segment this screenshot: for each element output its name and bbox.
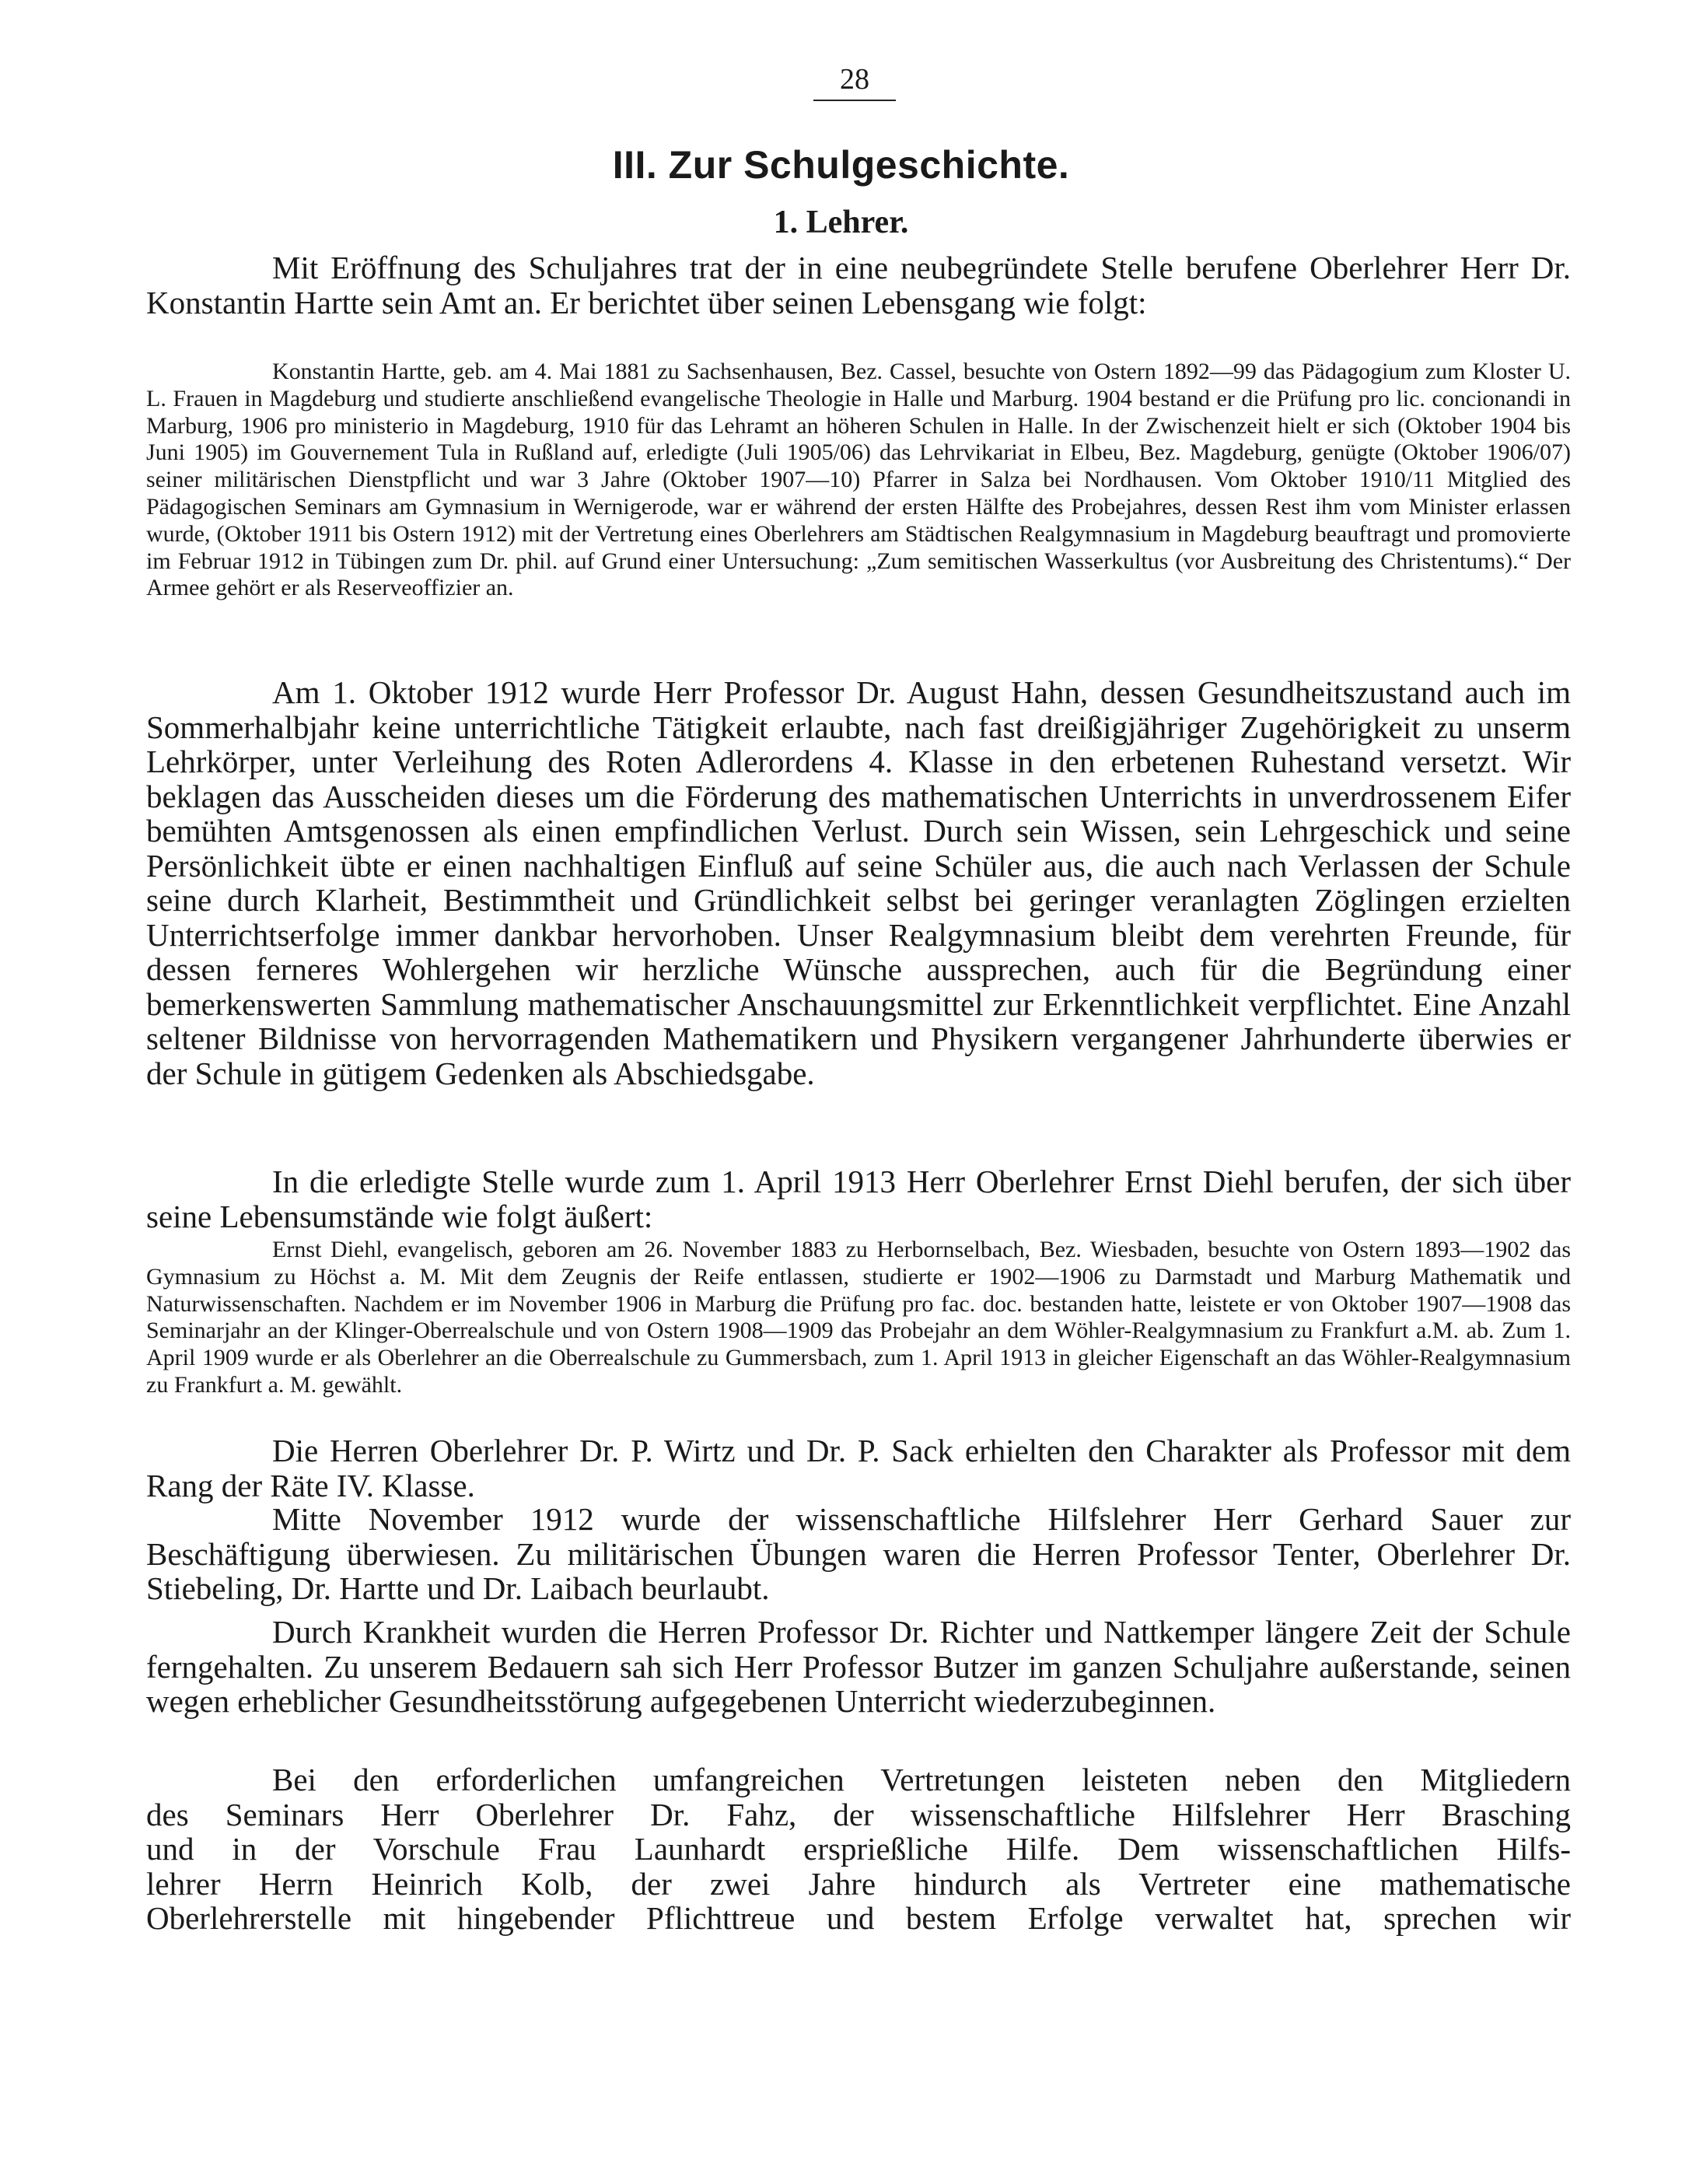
paragraph-hartte-biography: Konstantin Hartte, geb. am 4. Mai 1881 zu Sachsenhausen, Bez. Cassel, besuchte von Ostern 1892—99 das Pädagogium zum Kloster U. L. Frauen in Magdeburg und studierte anschließend evangelische Theologie in Halle und Marburg. 1904 bestand er die Prüfung pro lic. concionandi in Marburg, 1906 pro ministerio in Magdeburg, 1910 für das Lehramt an höheren Schulen in Halle. In der Zwischenzeit hielt er sich (Oktober 1904 bis Juni 1905) im Gouvernement Tula in Rußland auf, erledigte (Juli 1905/06) das Lehrvikariat in Elbeu, Bez. Magdeburg, genügte (Oktober 1906/07) seiner militärischen Dienstpflicht und war 3 Jahre (Oktober 1907—10) Pfarrer in Salza bei Nordhausen. Vom Oktober 1910/11 Mitglied des Pädagogischen Seminars am Gymnasium in Wernigerode, war er während der ersten Hälfte des Probejahres, dessen Rest ihm vom Minister erlassen wurde, (Oktober 1911 bis Ostern 1912) mit der Vertretung eines Oberlehrers am Städtischen Realgymnasium in Magdeburg beauftragt und promovierte im Februar 1912 in Tübingen zum Dr. phil. auf Grund einer Untersuchung: „Zum semitischen Wasserkultus (vor Ausbreitung des Christentums).“ Der Armee gehört er als Reserveoffizier an. [146, 359, 1571, 601]
page-number: 28 [813, 62, 896, 101]
text-line: Oberlehrerstelle mit hingebender Pflichttreue und bestem Erfolge verwaltet hat, sprechen wir [146, 1900, 1571, 1936]
paragraph-substitutes [146, 1762, 1571, 1936]
paragraph-staff-changes: Mitte November 1912 wurde der wissenschaftliche Hilfslehrer Herr Gerhard Sauer zur Beschäftigung überwiesen. Zu militärischen Übungen waren die Herren Professor Tenter, Oberlehrer Dr. Stiebeling, Dr. Hartte und Dr. Laibach beurlaubt. [146, 1501, 1571, 1606]
paragraph-hahn-retirement: Am 1. Oktober 1912 wurde Herr Professor Dr. August Hahn, dessen Gesundheitszustand auch im Sommerhalbjahr keine unterrichtliche Tätigkeit erlaubte, nach fast dreißigjähriger Zugehörigkeit zu unserm Lehrkörper, unter Verleihung des Roten Adlerordens 4. Klasse in den erbetenen Ruhestand versetzt. Wir beklagen das Ausscheiden dieses um die Förderung des mathematischen Unterrichts in unverdrossenem Eifer bemühten Amtsgenossen als einen empfindlichen Verlust. Durch sein Wissen, sein Lehrgeschick und seine Persönlichkeit übte er einen nachhaltigen Einfluß auf seine Schüler aus, die auch nach Verlassen der Schule seine durch Klarheit, Bestimmtheit und Gründlichkeit selbst bei geringer veranlagten Zöglingen erzielten Unterrichtserfolge immer dankbar hervorhoben. Unser Realgymnasium bleibt dem verehrten Freunde, für dessen ferneres Wohlergehen wir herzliche Wünsche aussprechen, auch für die Begründung einer bemerkenswerten Sammlung mathematischer Anschauungsmittel zur Erkenntlichkeit verpflichtet. Eine Anzahl seltener Bildnisse von hervorragenden Mathematikern und Physikern vergangener Jahrhunderte überwies er der Schule in gütigem Gedenken als Abschiedsgabe. [146, 674, 1571, 1091]
text-line: und in der Vorschule Frau Launhardt ersprießliche Hilfe. Dem wissenschaftlichen Hilfs- [146, 1831, 1571, 1867]
paragraph-professor-titles: Die Herren Oberlehrer Dr. P. Wirtz und Dr. P. Sack erhielten den Charakter als Professor mit dem Rang der Räte IV. Klasse. [146, 1433, 1571, 1503]
text-line: Bei den erforderlichen umfangreichen Vertretungen leisteten neben den Mitgliedern [272, 1762, 1571, 1797]
paragraph-hartte-intro: Mit Eröffnung des Schuljahres trat der in eine neubegründete Stelle berufene Oberlehrer Herr Dr. Konstantin Hartte sein Amt an. Er berichtet über seinen Lebensgang wie folgt: [146, 250, 1571, 320]
paragraph-diehl-intro: In die erledigte Stelle wurde zum 1. April 1913 Herr Oberlehrer Ernst Diehl berufen, der sich über seine Lebensumstände wie folgt äußert: [146, 1164, 1571, 1234]
text-line: lehrer Herrn Heinrich Kolb, der zwei Jahre hindurch als Vertreter eine mathematische [146, 1865, 1571, 1902]
subsection-title: 1. Lehrer. [773, 205, 909, 240]
paragraph-illness: Durch Krankheit wurden die Herren Professor Dr. Richter und Nattkemper längere Zeit der Schule ferngehalten. Zu unserem Bedauern sah sich Herr Professor Butzer im ganzen Schuljahre außerstande, seinen wegen erheblicher Gesundheitsstörung aufgegebenen Unterricht wiederzubeginnen. [146, 1614, 1571, 1719]
text-line: des Seminars Herr Oberlehrer Dr. Fahz, der wissenschaftliche Hilfslehrer Herr Brasching [146, 1796, 1571, 1832]
paragraph-diehl-biography: Ernst Diehl, evangelisch, geboren am 26. November 1883 zu Herbornselbach, Bez. Wiesbaden, besuchte von Ostern 1893—1902 das Gymnasium zu Höchst a. M. Mit dem Zeugnis der Reife entlassen, studierte er 1902—1906 zu Darmstadt und Marburg Mathematik und Naturwissenschaften. Nachdem er im November 1906 in Marburg die Prüfung pro fac. doc. bestanden hatte, leistete er von Oktober 1907—1908 das Seminarjahr an der Klinger-Oberrealschule und von Ostern 1908—1909 das Probejahr an dem Wöhler-Realgymnasium zu Frankfurt a.M. ab. Zum 1. April 1909 wurde er als Oberlehrer an die Oberrealschule zu Gummersbach, zum 1. April 1913 in gleicher Eigenschaft an das Wöhler-Realgymnasium zu Frankfurt a. M. gewählt. [146, 1237, 1571, 1398]
section-title: III. Zur Schulgeschichte. [612, 143, 1070, 187]
